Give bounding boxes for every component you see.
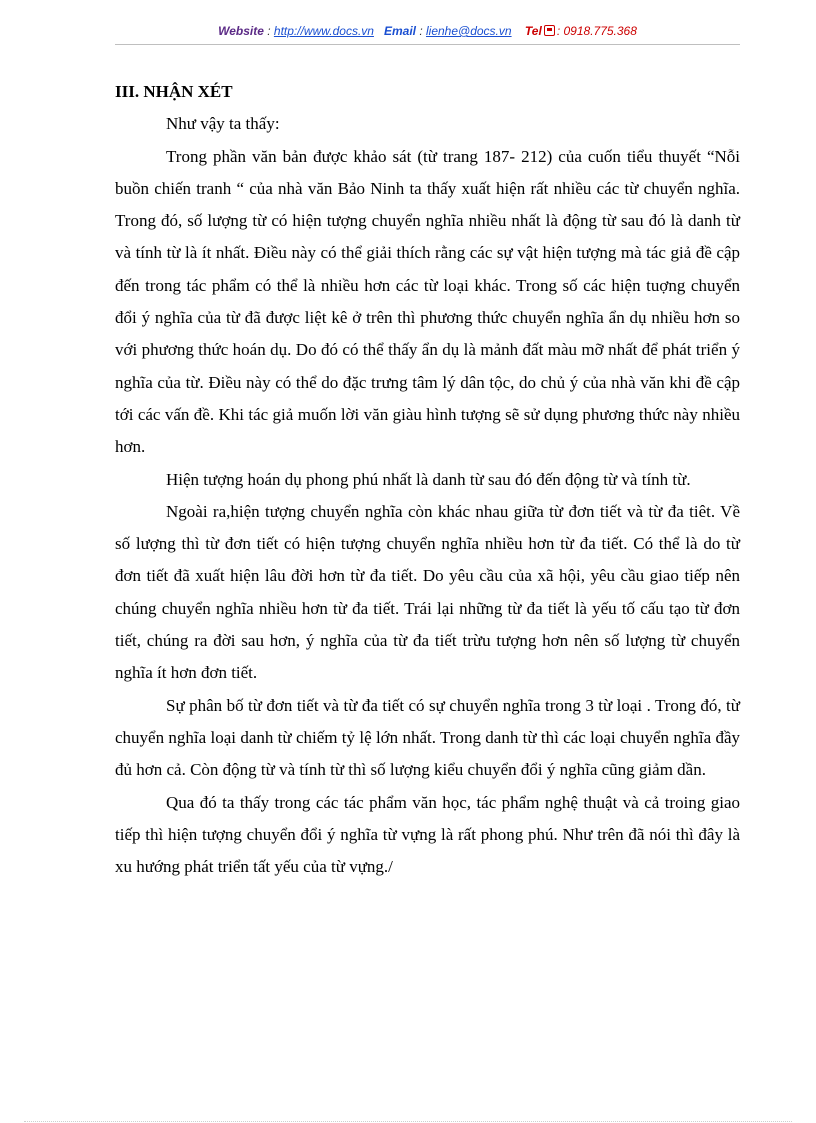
tel-separator: : [556,24,564,38]
paragraph: Hiện tượng hoán dụ phong phú nhất là danh từ sau đó đến động từ và tính từ. [166,469,691,489]
phone-icon [544,25,555,36]
website-link[interactable]: http://www.docs.vn [273,24,374,38]
tel-number: 0918.775.368 [563,24,637,38]
email-label: Email [383,24,416,38]
paragraph: Sự phân bố từ đơn tiết và từ đa tiết có sự chuyển nghĩa trong 3 từ loại . Trong đó, từ chuyển nghĩa loại danh từ chiếm tỷ lệ lớn nhất. Trong danh từ thì các loại chuyển nghĩa đầy đủ hơn cả. Còn động từ và tính từ thì số lượng kiểu chuyển đổi ý nghĩa cũng giảm dần. [115,695,740,780]
paragraph: Qua đó ta thấy trong các tác phẩm văn học, tác phẩm nghệ thuật và cả troing giao tiếp thì hiện tượng chuyển đổi ý nghĩa từ vựng là rất phong phú. Như trên đã nói thì đây là xu hướng phát triển tất yếu của từ vựng./ [115,792,740,877]
tel-label: Tel [524,24,542,38]
email-link[interactable]: lienhe@docs.vn [426,24,512,38]
email-separator: : [415,24,426,38]
page-footer-divider [24,1121,792,1122]
paragraph: Trong phần văn bản được khảo sát (từ trang 187- 212) của cuốn tiểu thuyết “Nỗi buồn chiến tranh “ của nhà văn Bảo Ninh ta thấy xuất hiện rất nhiều các từ chuyển nghĩa. Trong đó, số lượng từ có hiện tượng chuyển nghĩa nhiều nhất là động từ sau đó là danh từ và tính từ là ít nhất. Điều này có thể giải thích rằng các sự vật hiện tượng mà tác giả đề cập đến trong tác phẩm có thể là nhiều hơn các từ loại khác. Trong số các hiện tuợng chuyển đổi ý nghĩa của từ đã được liệt kê ở trên thì phương thức chuyển nghĩa ẩn dụ nhiều hơn so với phương thức hoán dụ. Do đó có thể thấy ẩn dụ là mảnh đất màu mỡ nhất để phát triển ý nghĩa của từ. Điều này có thể do đặc trưng tâm lý dân tộc, do chủ ý của nhà văn khi đề cập tới các vấn đề. Khi tác giả muốn lời văn giàu hình tượng sẽ sử dụng phương thức này nhiều hơn. [115,146,740,457]
section-heading: III. NHẬN XÉT [115,82,233,101]
website-separator: : [263,24,274,38]
website-label: Website [218,24,264,38]
document-body [115,76,740,883]
page-header [115,24,740,45]
paragraph: Ngoài ra,hiện tượng chuyển nghĩa còn khác nhau giữa từ đơn tiết và từ đa tiêt. Về số lượng thì từ đơn tiết có hiện tượng chuyển nghĩa nhiều hơn từ đa tiết. Có thể là do từ đơn tiết đã xuất hiện lâu đời hơn từ đa tiết. Do yêu cầu của xã hội, yêu cầu giao tiếp nên chúng chuyển nghĩa nhiều hơn từ đa tiết. Trái lại những từ đa tiết là yếu tố cấu tạo từ đơn tiết, chúng ra đời sau hơn, ý nghĩa của từ đa tiết trừu tượng hơn nên số lượng từ chuyển nghĩa ít hơn đơn tiết. [115,501,740,683]
paragraph: Như vậy ta thấy: [166,114,280,134]
